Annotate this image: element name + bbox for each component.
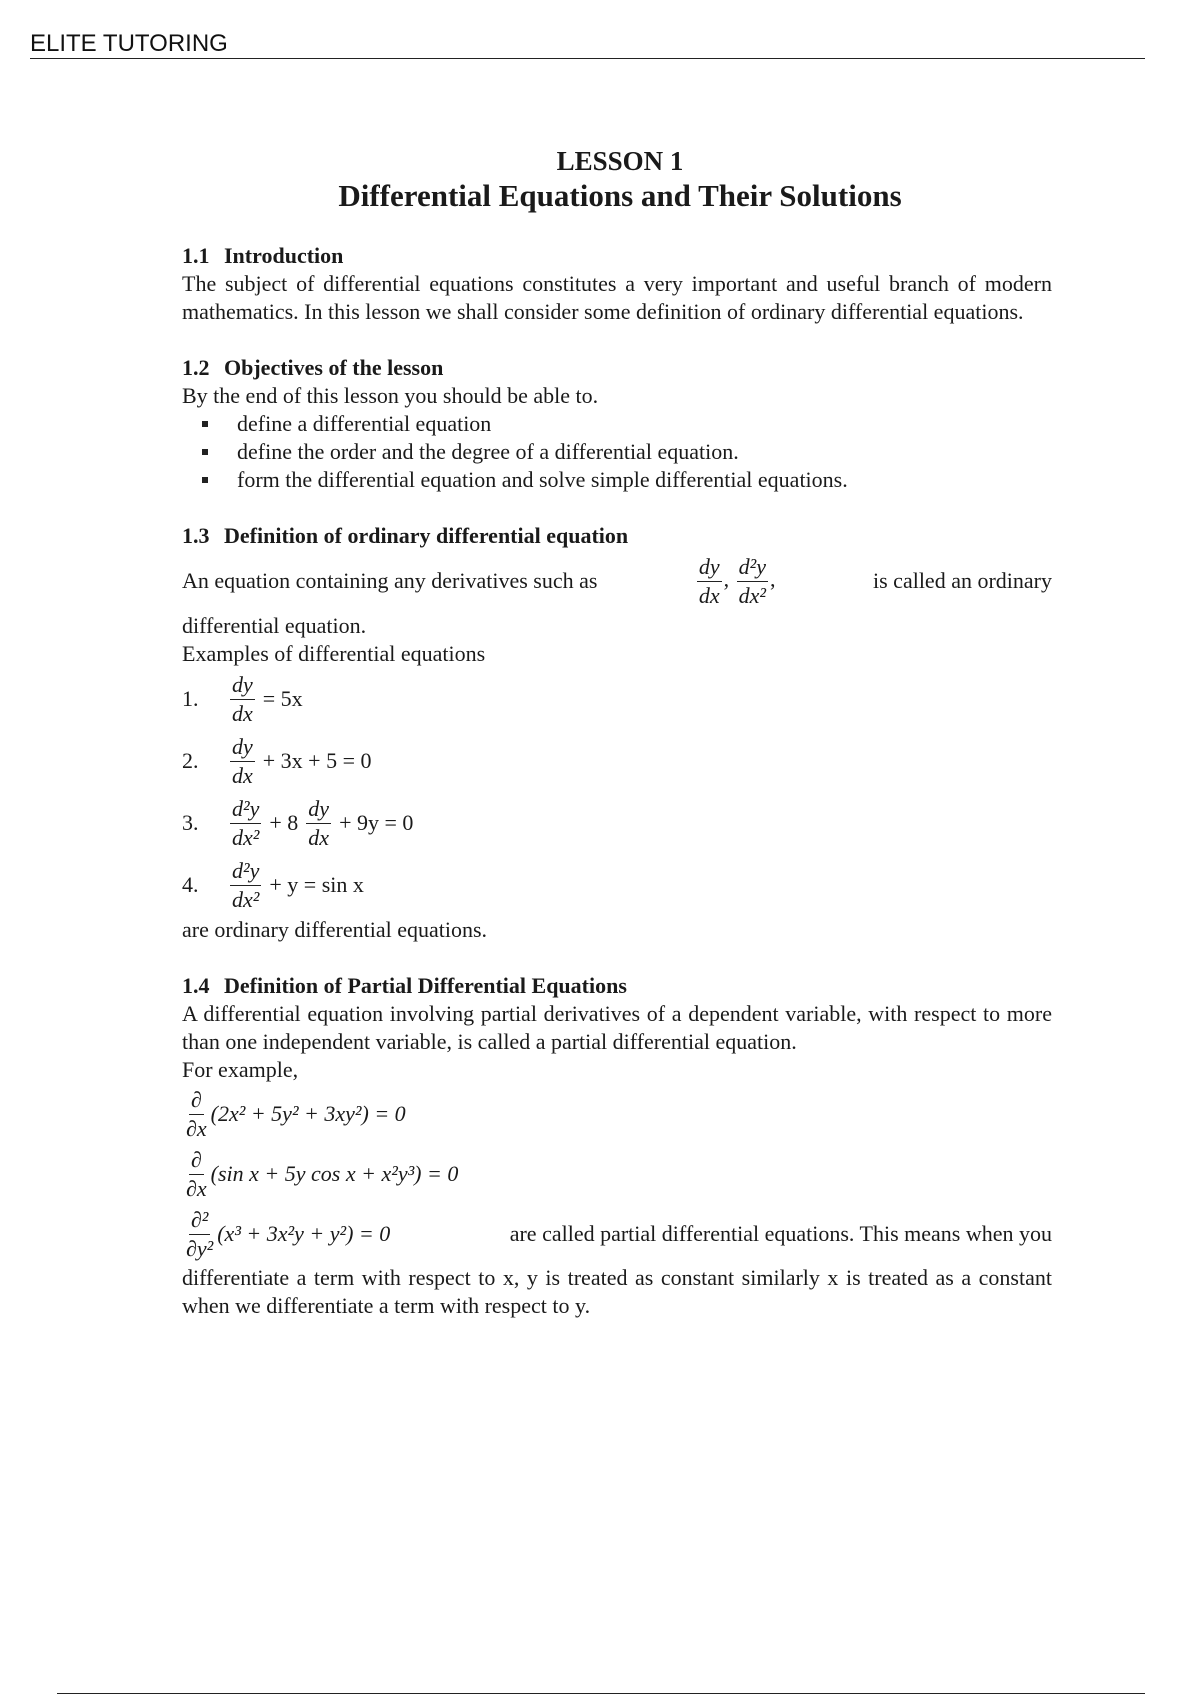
section-heading: 1.3 Definition of ordinary differential equation [182,523,629,548]
example-row: 1. $\frac{dy}{dx}$ = 5x [182,671,303,726]
page-header [30,28,1145,59]
section-ordinary-de [182,522,1052,944]
section-heading: 1.1 Introduction [182,243,344,268]
footer-rule [57,1693,1145,1694]
for-example-label: For example, [182,1057,299,1082]
objectives-list [182,410,1052,494]
lesson-title: Differential Equations and Their Solutions [338,178,902,213]
lesson-content [182,242,1052,1348]
partial-equation: $\frac{\partial}{\partial x}$ (2x² + 5y² + 3xy²) = 0 [186,1086,406,1141]
fraction: $\frac{dy}{dx}$ [232,733,253,788]
section-partial-de [182,972,1052,1320]
fraction: $\frac{dy}{dx}$ [308,795,330,850]
example-row: 3. $\frac{\text{d²y}}{\text{dx²}}$ + 8 $\frac{dy}{dx}$ + 9y = 0 [182,795,414,850]
definition-line: An equation containing any derivatives such as $\frac{dy}{dx}$ , $\frac{\text{d²y}}{\text{dx²}}$ , is called an ordinary [182,553,1052,608]
introduction-text: The subject of differential equations constitutes a very important and useful branch of modern mathematics. In this lesson we shall consider some definition of ordinary differential equations. [182,271,1052,324]
partial-definition: A differential equation involving partial derivatives of a dependent variable, with respect to more than one independent variable, is called a partial differential equation. [182,1001,1052,1054]
section-heading: 1.4 Definition of Partial Differential Equations [182,973,627,998]
fraction: $\frac{dy}{dx}$ [698,553,720,608]
fraction: $\frac{dy}{dx}$ [232,671,253,726]
example-row: 2. $\frac{dy}{dx}$ + 3x + 5 = 0 [182,733,372,788]
fraction: $\frac{\text{d²y}}{\text{dx²}}$ [738,553,767,608]
list-item: define the order and the degree of a differential equation. [182,438,1052,466]
list-item: define a differential equation [182,410,1052,438]
fraction: $\frac{\text{d²y}}{\text{dx²}}$ [232,857,260,912]
examples-label: Examples of differential equations [182,641,486,666]
section-objectives [182,354,1052,494]
fraction: $\frac{\partial}{\partial x}$ [186,1086,207,1141]
partial-closing: differentiate a term with respect to x, y is treated as constant similarly x is treated as a constant when we differentiate a term with respect to y. [182,1265,1052,1318]
fraction: $\frac{\text{d²y}}{\text{dx²}}$ [232,795,260,850]
section-introduction [182,242,1052,326]
list-item: form the differential equation and solve simple differential equations. [182,466,1052,494]
lesson-number: LESSON 1 [556,146,684,176]
derivative-examples: $\frac{dy}{dx}$ , $\frac{\text{d²y}}{\text{dx²}}$ , [698,553,776,608]
objectives-intro: By the end of this lesson you should be able to. [182,383,599,408]
fraction: $\frac{\partial}{\partial x}$ [186,1146,207,1201]
section-heading: 1.2 Objectives of the lesson [182,355,444,380]
examples-outro: are ordinary differential equations. [182,917,488,942]
partial-equation: $\frac{\text{∂²}}{\text{∂y²}}$ (x³ + 3x²y + y²) = 0 are called partial differential equations. This means when you [186,1206,1052,1261]
definition-continued: differential equation. [182,613,367,638]
brand-name: ELITE TUTORING [30,30,228,57]
partial-equation: $\frac{\partial}{\partial x}$ (sin x + 5y cos x + x²y³) = 0 [186,1146,459,1201]
example-row: 4. $\frac{\text{d²y}}{\text{dx²}}$ + y = sin x [182,857,364,912]
fraction: $\frac{\text{∂²}}{\text{∂y²}}$ [186,1206,214,1261]
